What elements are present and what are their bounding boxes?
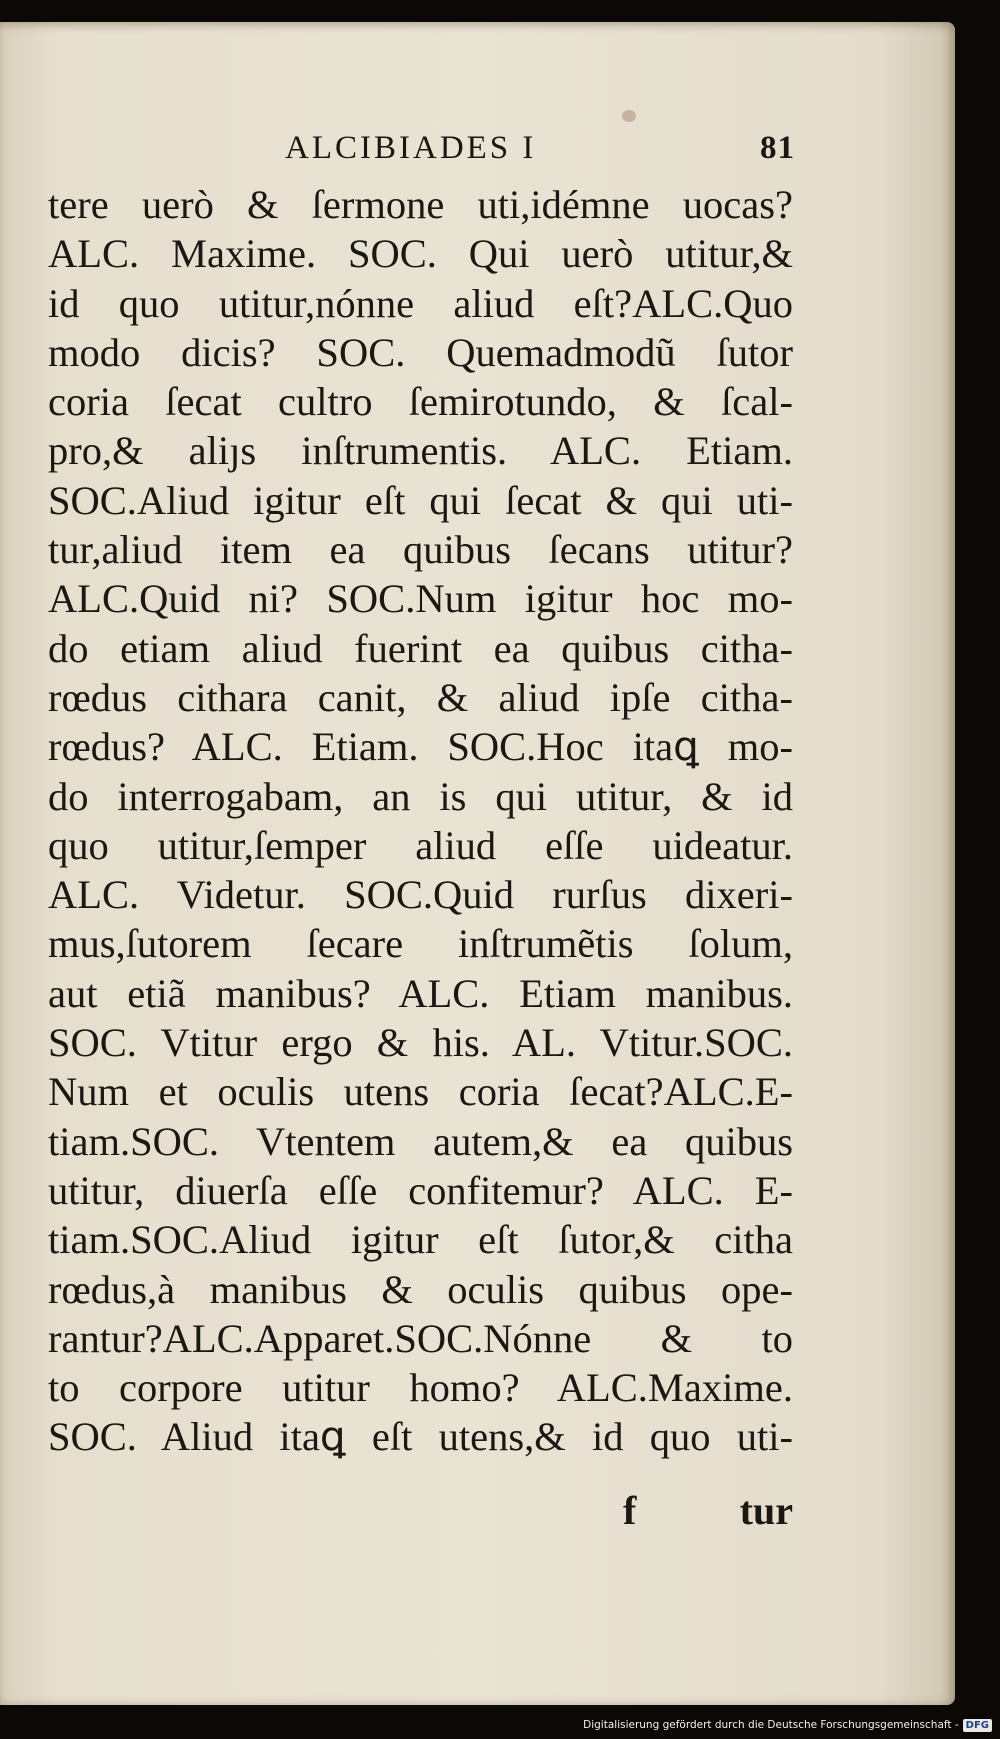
signature-mark: f xyxy=(623,1488,637,1533)
text-line: to corpore utitur homo? ALC.Maxime. xyxy=(48,1365,793,1411)
book-page xyxy=(0,22,955,1705)
text-line: utitur, diuerſa eſſe confitemur? ALC. E- xyxy=(48,1167,793,1213)
text-line: SOC. Vtitur ergo & his. AL. Vtitur.SOC. xyxy=(48,1020,793,1066)
text-line: do interrogabam, an is qui utitur, & id xyxy=(48,773,793,819)
dfg-logo-icon: DFG xyxy=(963,1719,992,1732)
catchword: tur xyxy=(739,1488,793,1533)
text-line: Num et oculis utens coria ſecat?ALC.E- xyxy=(48,1069,793,1115)
text-line: coria ſecat cultro ſemirotundo, & ſcal- xyxy=(48,379,793,425)
text-line: rœdus cithara canit, & aliud ipſe citha- xyxy=(48,674,793,720)
text-line: aut etiã manibus? ALC. Etiam manibus. xyxy=(48,970,793,1016)
text-line: tur,aliud item ea quibus ſecans utitur? xyxy=(48,527,793,573)
text-line: mus,ſutorem ſecare inſtrumẽtis ſolum, xyxy=(48,921,793,967)
text-line: rœdus,à manibus & oculis quibus ope- xyxy=(48,1266,793,1312)
page-header xyxy=(285,130,795,180)
text-line: do etiam aliud fuerint ea quibus citha- xyxy=(48,625,793,671)
text-line: SOC.Aliud igitur eſt qui ſecat & qui uti- xyxy=(48,477,793,523)
digitization-credit xyxy=(583,1717,992,1733)
body-text xyxy=(48,180,793,1462)
text-line: SOC. Aliud itaꝗ eſt utens,& id quo uti- xyxy=(48,1414,793,1460)
text-line: ALC.Quid ni? SOC.Num igitur hoc mo- xyxy=(48,576,793,622)
text-line: ALC. Maxime. SOC. Qui uerò utitur,& xyxy=(48,231,793,277)
text-line: modo dicis? SOC. Quemadmodũ ſutor xyxy=(48,329,793,375)
paper-stain xyxy=(622,110,636,122)
credit-text: Digitalisierung gefördert durch die Deutsche Forschungsgemeinschaft - xyxy=(583,1719,959,1731)
text-line: tiam.SOC. Vtentem autem,& ea quibus xyxy=(48,1118,793,1164)
text-line: id quo utitur,nónne aliud eſt?ALC.Quo xyxy=(48,280,793,326)
page-foot xyxy=(48,1487,793,1537)
text-line: tiam.SOC.Aliud igitur eſt ſutor,& citha xyxy=(48,1217,793,1263)
text-line: rantur?ALC.Apparet.SOC.Nónne & to xyxy=(48,1315,793,1361)
text-line: ALC. Videtur. SOC.Quid rurſus dixeri- xyxy=(48,872,793,918)
text-line: quo utitur,ſemper aliud eſſe uideatur. xyxy=(48,822,793,868)
running-title: ALCIBIADES I xyxy=(285,130,537,166)
text-line: tere uerò & ſermone uti,idémne uocas? xyxy=(48,182,793,227)
text-line: pro,& aliȷs inſtrumentis. ALC. Etiam. xyxy=(48,428,793,474)
folio-number: 81 xyxy=(760,130,795,166)
text-line: rœdus? ALC. Etiam. SOC.Hoc itaꝗ mo- xyxy=(48,724,793,770)
